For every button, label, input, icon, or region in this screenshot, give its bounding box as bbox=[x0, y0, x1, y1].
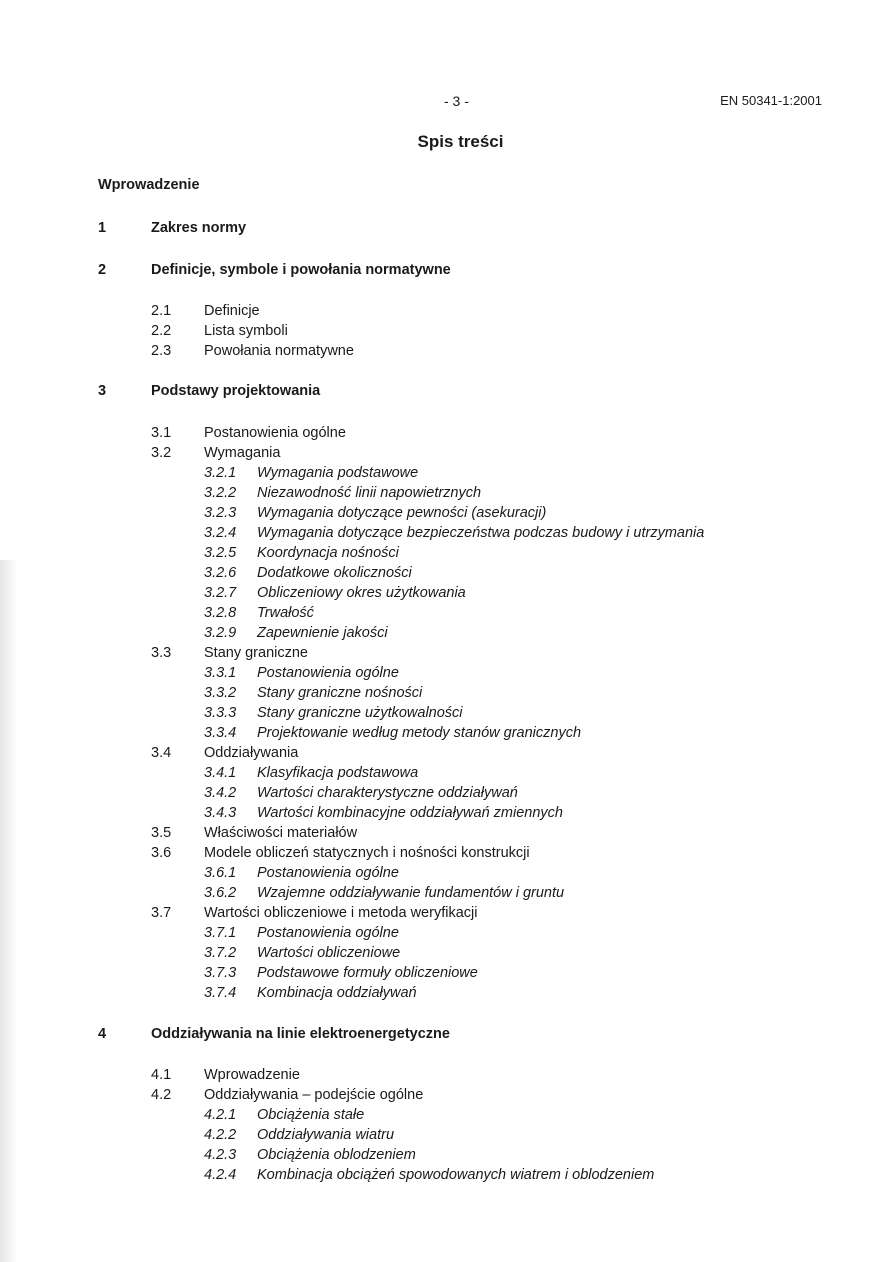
toc-entry-title: Wartości charakterystyczne oddziaływań bbox=[257, 785, 518, 801]
toc-entry-title: Obciążenia stałe bbox=[257, 1107, 365, 1123]
toc-entry-title: Wymagania bbox=[204, 445, 281, 461]
toc-entry-title: Stany graniczne użytkowalności bbox=[257, 705, 463, 721]
toc-entry-number: 3.3.1 bbox=[204, 665, 237, 681]
toc-entry-number: 3.5 bbox=[151, 825, 172, 841]
toc-entry-title: Definicje, symbole i powołania normatywne bbox=[151, 262, 451, 278]
page-number: - 3 - bbox=[444, 93, 469, 109]
toc-entry-number: 3.2.2 bbox=[204, 485, 237, 501]
toc-entry-title: Oddziaływania – podejście ogólne bbox=[204, 1087, 424, 1103]
toc-entry-number: 3.7.4 bbox=[204, 985, 237, 1001]
toc-entry-number: 3.4.2 bbox=[204, 785, 237, 801]
toc-entry-title: Właściwości materiałów bbox=[204, 825, 358, 841]
toc-entry-title: Oddziaływania bbox=[204, 745, 299, 761]
toc-entry-number: 2.3 bbox=[151, 343, 172, 359]
toc-entry-title: Wprowadzenie bbox=[204, 1067, 300, 1083]
toc-entry-number: 1 bbox=[98, 220, 107, 236]
toc-entry-title: Postanowienia ogólne bbox=[204, 425, 346, 441]
toc-entry-title: Stany graniczne nośności bbox=[257, 685, 423, 701]
toc-entry-number: 3.4.1 bbox=[204, 765, 237, 781]
toc-entry-number: 3 bbox=[98, 383, 107, 399]
toc-entry-title: Wartości obliczeniowe i metoda weryfikacji bbox=[204, 905, 478, 921]
toc-entry-title: Koordynacja nośności bbox=[257, 545, 399, 561]
toc-entry-title: Oddziaływania wiatru bbox=[257, 1127, 395, 1143]
toc-entry-title: Zapewnienie jakości bbox=[257, 625, 388, 641]
toc-entry-title: Obliczeniowy okres użytkowania bbox=[257, 585, 466, 601]
toc-entry-title: Wzajemne oddziaływanie fundamentów i gruntu bbox=[257, 885, 565, 901]
toc-entry-title: Trwałość bbox=[257, 605, 314, 621]
toc-entry-title: Zakres normy bbox=[151, 220, 247, 236]
toc-entry-number: 3.7 bbox=[151, 905, 172, 921]
toc-entry-title: Niezawodność linii napowietrznych bbox=[257, 485, 482, 501]
toc-entry-number: 2.1 bbox=[151, 303, 172, 319]
toc-entry-title: Podstawy projektowania bbox=[151, 383, 321, 399]
toc-entry-number: 4.2.2 bbox=[204, 1127, 237, 1143]
toc-entry-title: Powołania normatywne bbox=[204, 343, 354, 359]
toc-entry-number: 3.2.8 bbox=[204, 605, 237, 621]
page-title: Spis treści bbox=[417, 132, 504, 151]
toc-entry-number: 4.2.3 bbox=[204, 1147, 237, 1163]
scan-shadow bbox=[0, 560, 18, 1262]
toc-entry-title: Stany graniczne bbox=[204, 645, 308, 661]
toc-entry-number: 3.2 bbox=[151, 445, 172, 461]
toc-entry-number: 4.2.1 bbox=[204, 1107, 237, 1123]
toc-entry-number: 4.2.4 bbox=[204, 1167, 237, 1183]
toc-entry-number: 3.6 bbox=[151, 845, 172, 861]
toc-entry-number: 2.2 bbox=[151, 323, 172, 339]
toc-entry-number: 3.3.3 bbox=[204, 705, 237, 721]
toc-entry-number: 3.2.6 bbox=[204, 565, 237, 581]
toc-entry-title: Kombinacja oddziaływań bbox=[257, 985, 417, 1001]
toc-entry-title: Postanowienia ogólne bbox=[257, 925, 399, 941]
toc-entry-number: 3.3 bbox=[151, 645, 172, 661]
toc-entry-title: Dodatkowe okoliczności bbox=[257, 565, 412, 581]
standard-code: EN 50341-1:2001 bbox=[720, 93, 822, 108]
toc-entry-title: Wartości obliczeniowe bbox=[257, 945, 401, 961]
toc-entry-number: 3.7.2 bbox=[204, 945, 237, 961]
toc-entry-number: 3.3.4 bbox=[204, 725, 237, 741]
toc-entry-title: Modele obliczeń statycznych i nośności konstrukcji bbox=[204, 845, 530, 861]
toc-entry-title: Wartości kombinacyjne oddziaływań zmiennych bbox=[257, 805, 563, 821]
toc-entry-number: 4.1 bbox=[151, 1067, 172, 1083]
toc-entry-title: Postanowienia ogólne bbox=[257, 865, 399, 881]
toc-entry-title: Obciążenia oblodzeniem bbox=[257, 1147, 416, 1163]
toc-entry-title: Wymagania dotyczące bezpieczeństwa podczas budowy i utrzymania bbox=[257, 525, 705, 541]
toc-entry-title: Definicje bbox=[204, 303, 260, 319]
toc-entry-number: 3.2.7 bbox=[204, 585, 237, 601]
toc-entry-number: 4.2 bbox=[151, 1087, 172, 1103]
toc-entry-title: Klasyfikacja podstawowa bbox=[257, 765, 419, 781]
toc-entry-title: Podstawowe formuły obliczeniowe bbox=[257, 965, 478, 981]
toc-entry-number: 3.6.2 bbox=[204, 885, 237, 901]
toc-entry-title: Oddziaływania na linie elektroenergetyczne bbox=[151, 1026, 450, 1042]
toc-entry-number: 3.2.3 bbox=[204, 505, 237, 521]
toc-entry-title: Wymagania podstawowe bbox=[257, 465, 419, 481]
toc-entry-title: Wymagania dotyczące pewności (asekuracji) bbox=[257, 505, 547, 521]
toc-entry-number: 3.2.9 bbox=[204, 625, 237, 641]
toc-entry-number: 3.2.1 bbox=[204, 465, 237, 481]
toc-entry-number: 3.3.2 bbox=[204, 685, 237, 701]
toc-entry-number: 3.6.1 bbox=[204, 865, 237, 881]
toc-entry-title: Kombinacja obciążeń spowodowanych wiatrem i oblodzeniem bbox=[257, 1167, 655, 1183]
toc-entry-number: 3.2.4 bbox=[204, 525, 237, 541]
toc-entry-number: 3.7.3 bbox=[204, 965, 237, 981]
toc-entry-title: Lista symboli bbox=[204, 323, 288, 339]
toc-entry-number: 3.4.3 bbox=[204, 805, 237, 821]
toc-entry-number: 4 bbox=[98, 1026, 107, 1042]
toc-entry-title: Postanowienia ogólne bbox=[257, 665, 399, 681]
toc-entry-title: Projektowanie według metody stanów granicznych bbox=[257, 725, 582, 741]
toc-entry-number: 3.2.5 bbox=[204, 545, 237, 561]
toc-entry-number: 3.4 bbox=[151, 745, 172, 761]
toc-intro: Wprowadzenie bbox=[98, 177, 200, 193]
toc-entry-number: 3.1 bbox=[151, 425, 172, 441]
toc-entry-number: 2 bbox=[98, 262, 107, 278]
toc-entry-number: 3.7.1 bbox=[204, 925, 237, 941]
